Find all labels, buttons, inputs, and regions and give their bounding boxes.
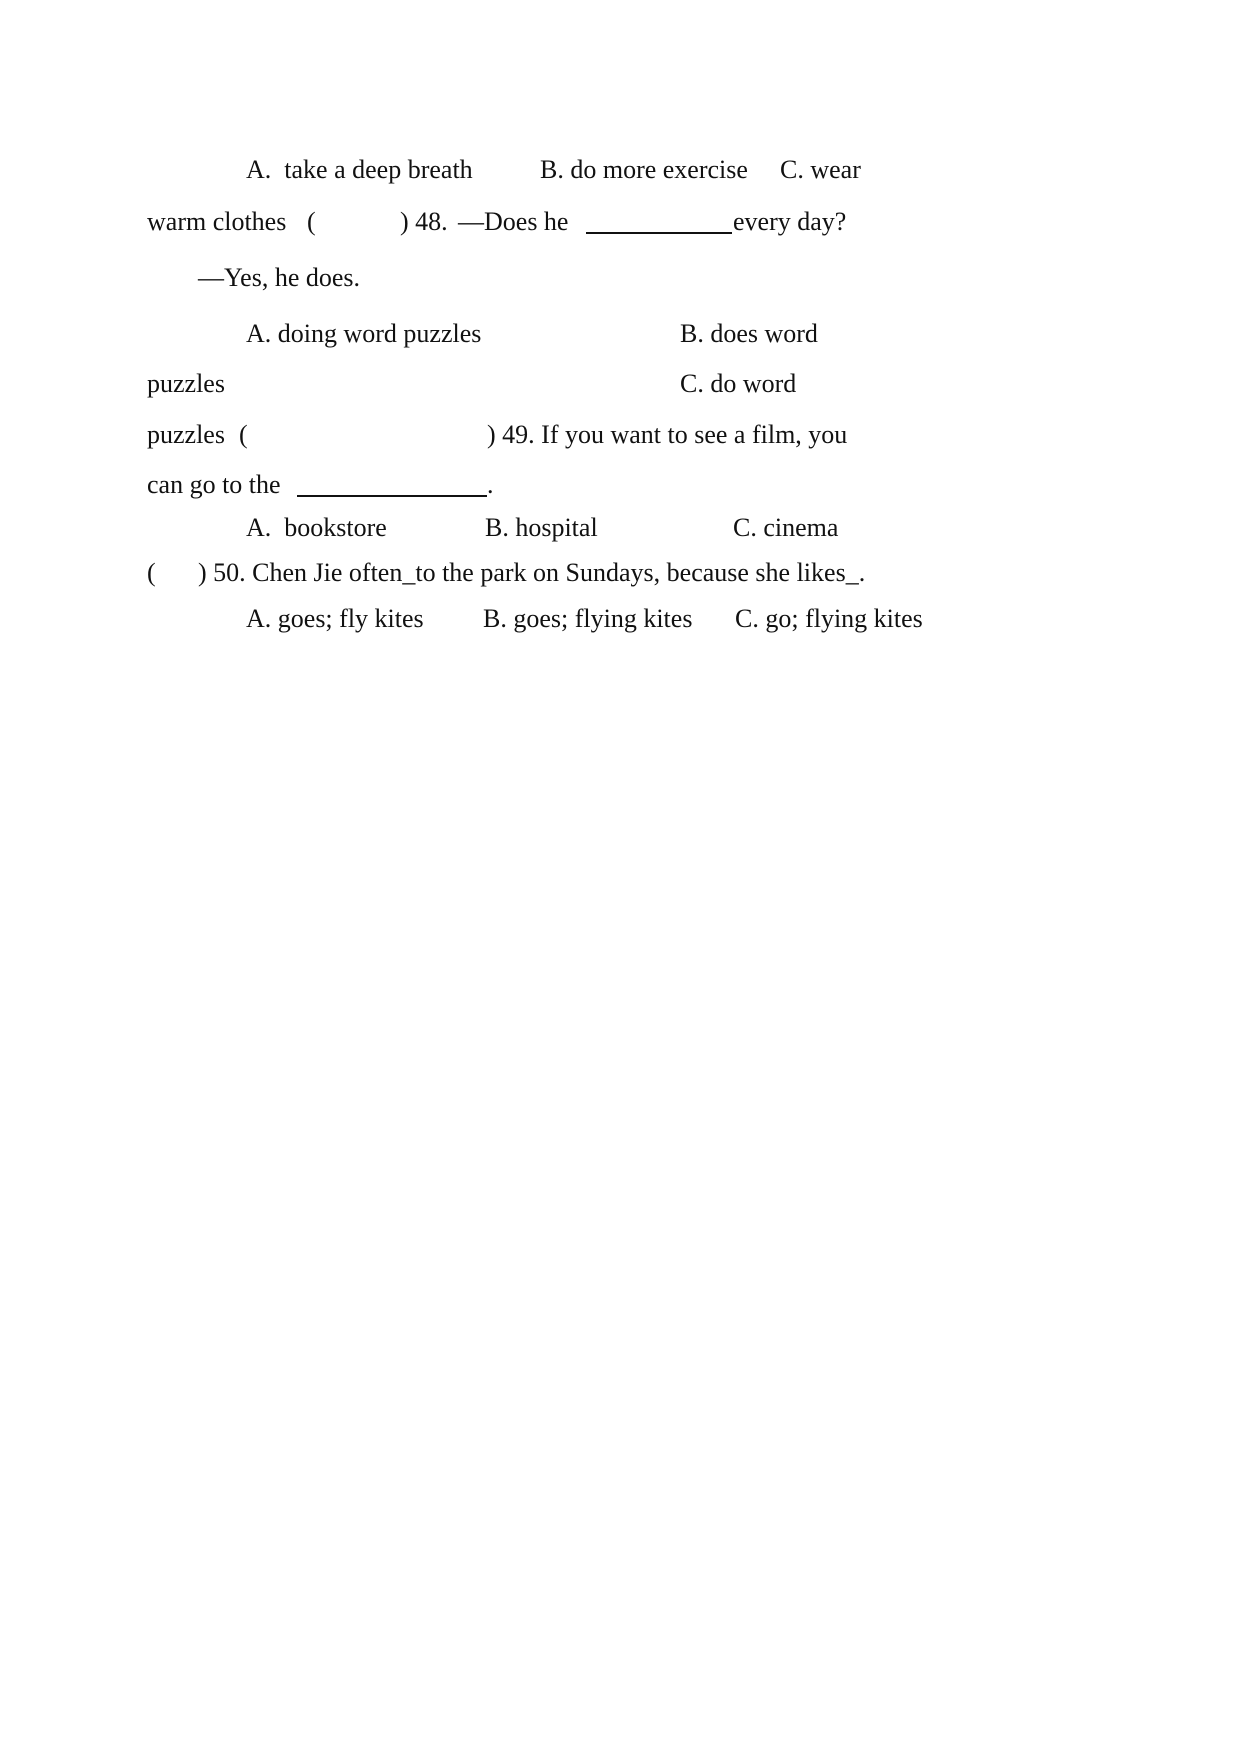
q49-stem-line2-before: can go to the <box>147 470 281 499</box>
q47-option-a: A. take a deep breath <box>246 155 473 184</box>
q49-answer-blank <box>297 473 487 497</box>
q49-option-a: A. bookstore <box>246 513 387 542</box>
q48-stem-before: —Does he <box>458 207 569 236</box>
q49-stem-line2-after: . <box>487 470 494 499</box>
q49-paren-open: ( <box>239 420 248 449</box>
q48-option-c-part2: puzzles <box>147 420 225 449</box>
q48-option-b-part2: puzzles <box>147 369 225 398</box>
q49-stem-line1: ) 49. If you want to see a film, you <box>487 420 848 449</box>
q48-option-c-part1: C. do word <box>680 369 797 398</box>
q48-option-a: A. doing word puzzles <box>246 319 482 348</box>
q48-option-b-part1: B. does word <box>680 319 818 348</box>
q47-option-c-part2: warm clothes <box>147 207 287 236</box>
q50-option-b: B. goes; flying kites <box>483 604 693 633</box>
q50-stem: ) 50. Chen Jie often_to the park on Sundays, because she likes_. <box>198 558 866 587</box>
q48-paren-open: ( <box>307 207 316 236</box>
q48-number: ) 48. <box>400 207 448 236</box>
q49-option-b: B. hospital <box>485 513 598 542</box>
q50-paren-open: ( <box>147 558 156 587</box>
q48-answer-blank <box>586 210 732 234</box>
q50-option-a: A. goes; fly kites <box>246 604 424 633</box>
q50-option-c: C. go; flying kites <box>735 604 923 633</box>
q48-stem-after: every day? <box>733 207 847 236</box>
q47-option-c-part1: C. wear <box>780 155 861 184</box>
q47-option-b: B. do more exercise <box>540 155 748 184</box>
q49-option-c: C. cinema <box>733 513 839 542</box>
q48-answer-line: —Yes, he does. <box>198 263 361 292</box>
